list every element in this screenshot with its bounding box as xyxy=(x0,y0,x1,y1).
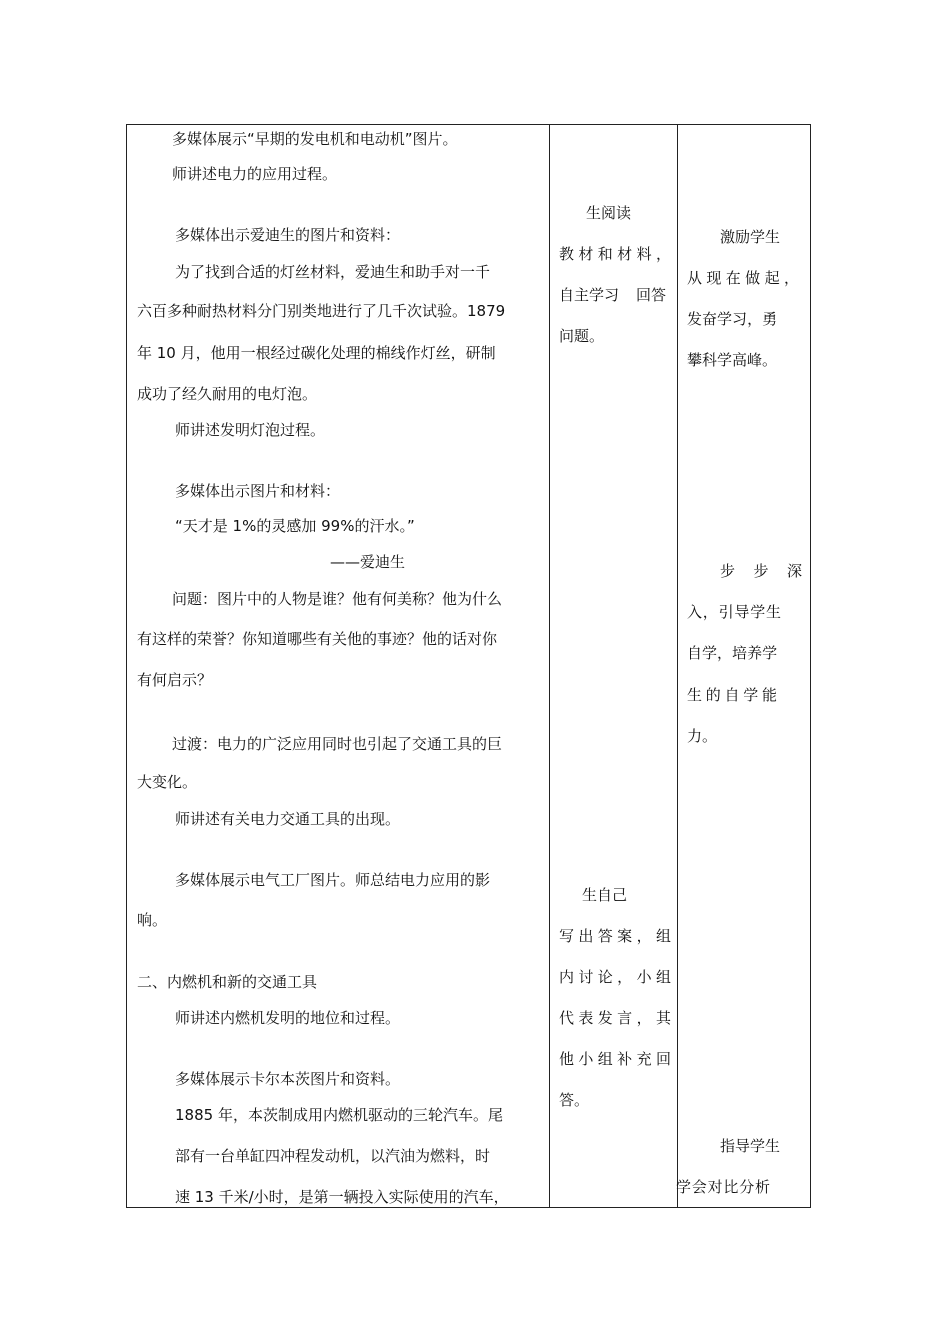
col3-line: 攀科学高峰。 xyxy=(687,351,778,369)
col1-line: 1885 年，本茨制成用内燃机驱动的三轮汽车。尾 xyxy=(175,1106,503,1124)
col1-line: 为了找到合适的灯丝材料，爱迪生和助手对一千 xyxy=(175,263,491,281)
col1-line: 过渡：电力的广泛应用同时也引起了交通工具的巨 xyxy=(172,735,503,753)
column-divider-1 xyxy=(549,125,550,1207)
col1-line: 响。 xyxy=(137,911,168,929)
col2-line: 问题。 xyxy=(559,327,605,345)
col2-line: 答。 xyxy=(559,1091,590,1109)
col1-line: 多媒体展示“早期的发电机和电动机”图片。 xyxy=(172,130,458,148)
col1-line: 有何启示？ xyxy=(137,671,213,689)
col1-line: 师讲述电力的应用过程。 xyxy=(172,165,338,183)
col1-line: 成功了经久耐用的电灯泡。 xyxy=(137,385,318,403)
column-divider-2 xyxy=(677,125,678,1207)
col3-line: 入 ， 引 导 学 生 xyxy=(687,603,781,621)
col2-line: 代 表 发 言 ， 其 xyxy=(559,1009,671,1027)
col3-line: 步 步 深 xyxy=(720,562,802,580)
col1-line: 部有一台单缸四冲程发动机，以汽油为燃料，时 xyxy=(175,1147,491,1165)
col2-line: 写 出 答 案 ， 组 xyxy=(559,927,671,945)
col2-line: 回答 xyxy=(636,286,667,304)
col1-line: 师讲述内燃机发明的地位和过程。 xyxy=(175,1009,401,1027)
col1-line: 师讲述发明灯泡过程。 xyxy=(175,421,326,439)
col3-line: 学 会 对 比 分 析 xyxy=(676,1178,770,1196)
col1-line: 速 13 千米/小时，是第一辆投入实际使用的汽车， xyxy=(175,1188,509,1206)
quote-attribution: ——爱迪生 xyxy=(330,553,406,571)
col1-line: “天才是 1%的灵感加 99%的汗水。” xyxy=(175,517,415,535)
col2-line: 他 小 组 补 充 回 xyxy=(559,1050,671,1068)
col3-line: 指导学生 xyxy=(720,1137,781,1155)
col2-line: 内 讨 论 ， 小 组 xyxy=(559,968,671,986)
col3-line: 力。 xyxy=(687,727,718,745)
col3-line: 生 的 自 学 能 xyxy=(687,686,777,704)
col1-line: 多媒体出示爱迪生的图片和资料： xyxy=(175,226,401,244)
col1-line: 多媒体展示电气工厂图片。师总结电力应用的影 xyxy=(175,871,491,889)
col1-line: 多媒体出示图片和材料： xyxy=(175,482,341,500)
col3-line: 激励学生 xyxy=(720,228,781,246)
col3-line: 从 现 在 做 起 ， xyxy=(687,269,799,287)
col2-line: 自主学习 xyxy=(559,286,620,304)
col2-line: 生自己 xyxy=(582,886,628,904)
col1-line: 大变化。 xyxy=(137,773,198,791)
col1-line: 有这样的荣誉？你知道哪些有关他的事迹？他的话对你 xyxy=(137,630,498,648)
col2-line: 生阅读 xyxy=(586,204,632,222)
col3-line: 自 学 ， 培 养 学 xyxy=(687,644,778,662)
col1-line: 六百多种耐热材料分门别类地进行了几千次试验。1879 xyxy=(137,302,506,320)
col1-line: 师讲述有关电力交通工具的出现。 xyxy=(175,810,401,828)
col2-line: 教 材 和 材 料 ， xyxy=(559,245,671,263)
col1-line: 多媒体展示卡尔本茨图片和资料。 xyxy=(175,1070,401,1088)
col3-line: 发 奋 学 习 ， 勇 xyxy=(687,310,778,328)
col1-line: 问题：图片中的人物是谁？他有何美称？他为什么 xyxy=(172,590,503,608)
col1-line: 年 10 月，他用一根经过碳化处理的棉线作灯丝，研制 xyxy=(137,344,496,362)
section-heading: 二、内燃机和新的交通工具 xyxy=(137,973,318,991)
